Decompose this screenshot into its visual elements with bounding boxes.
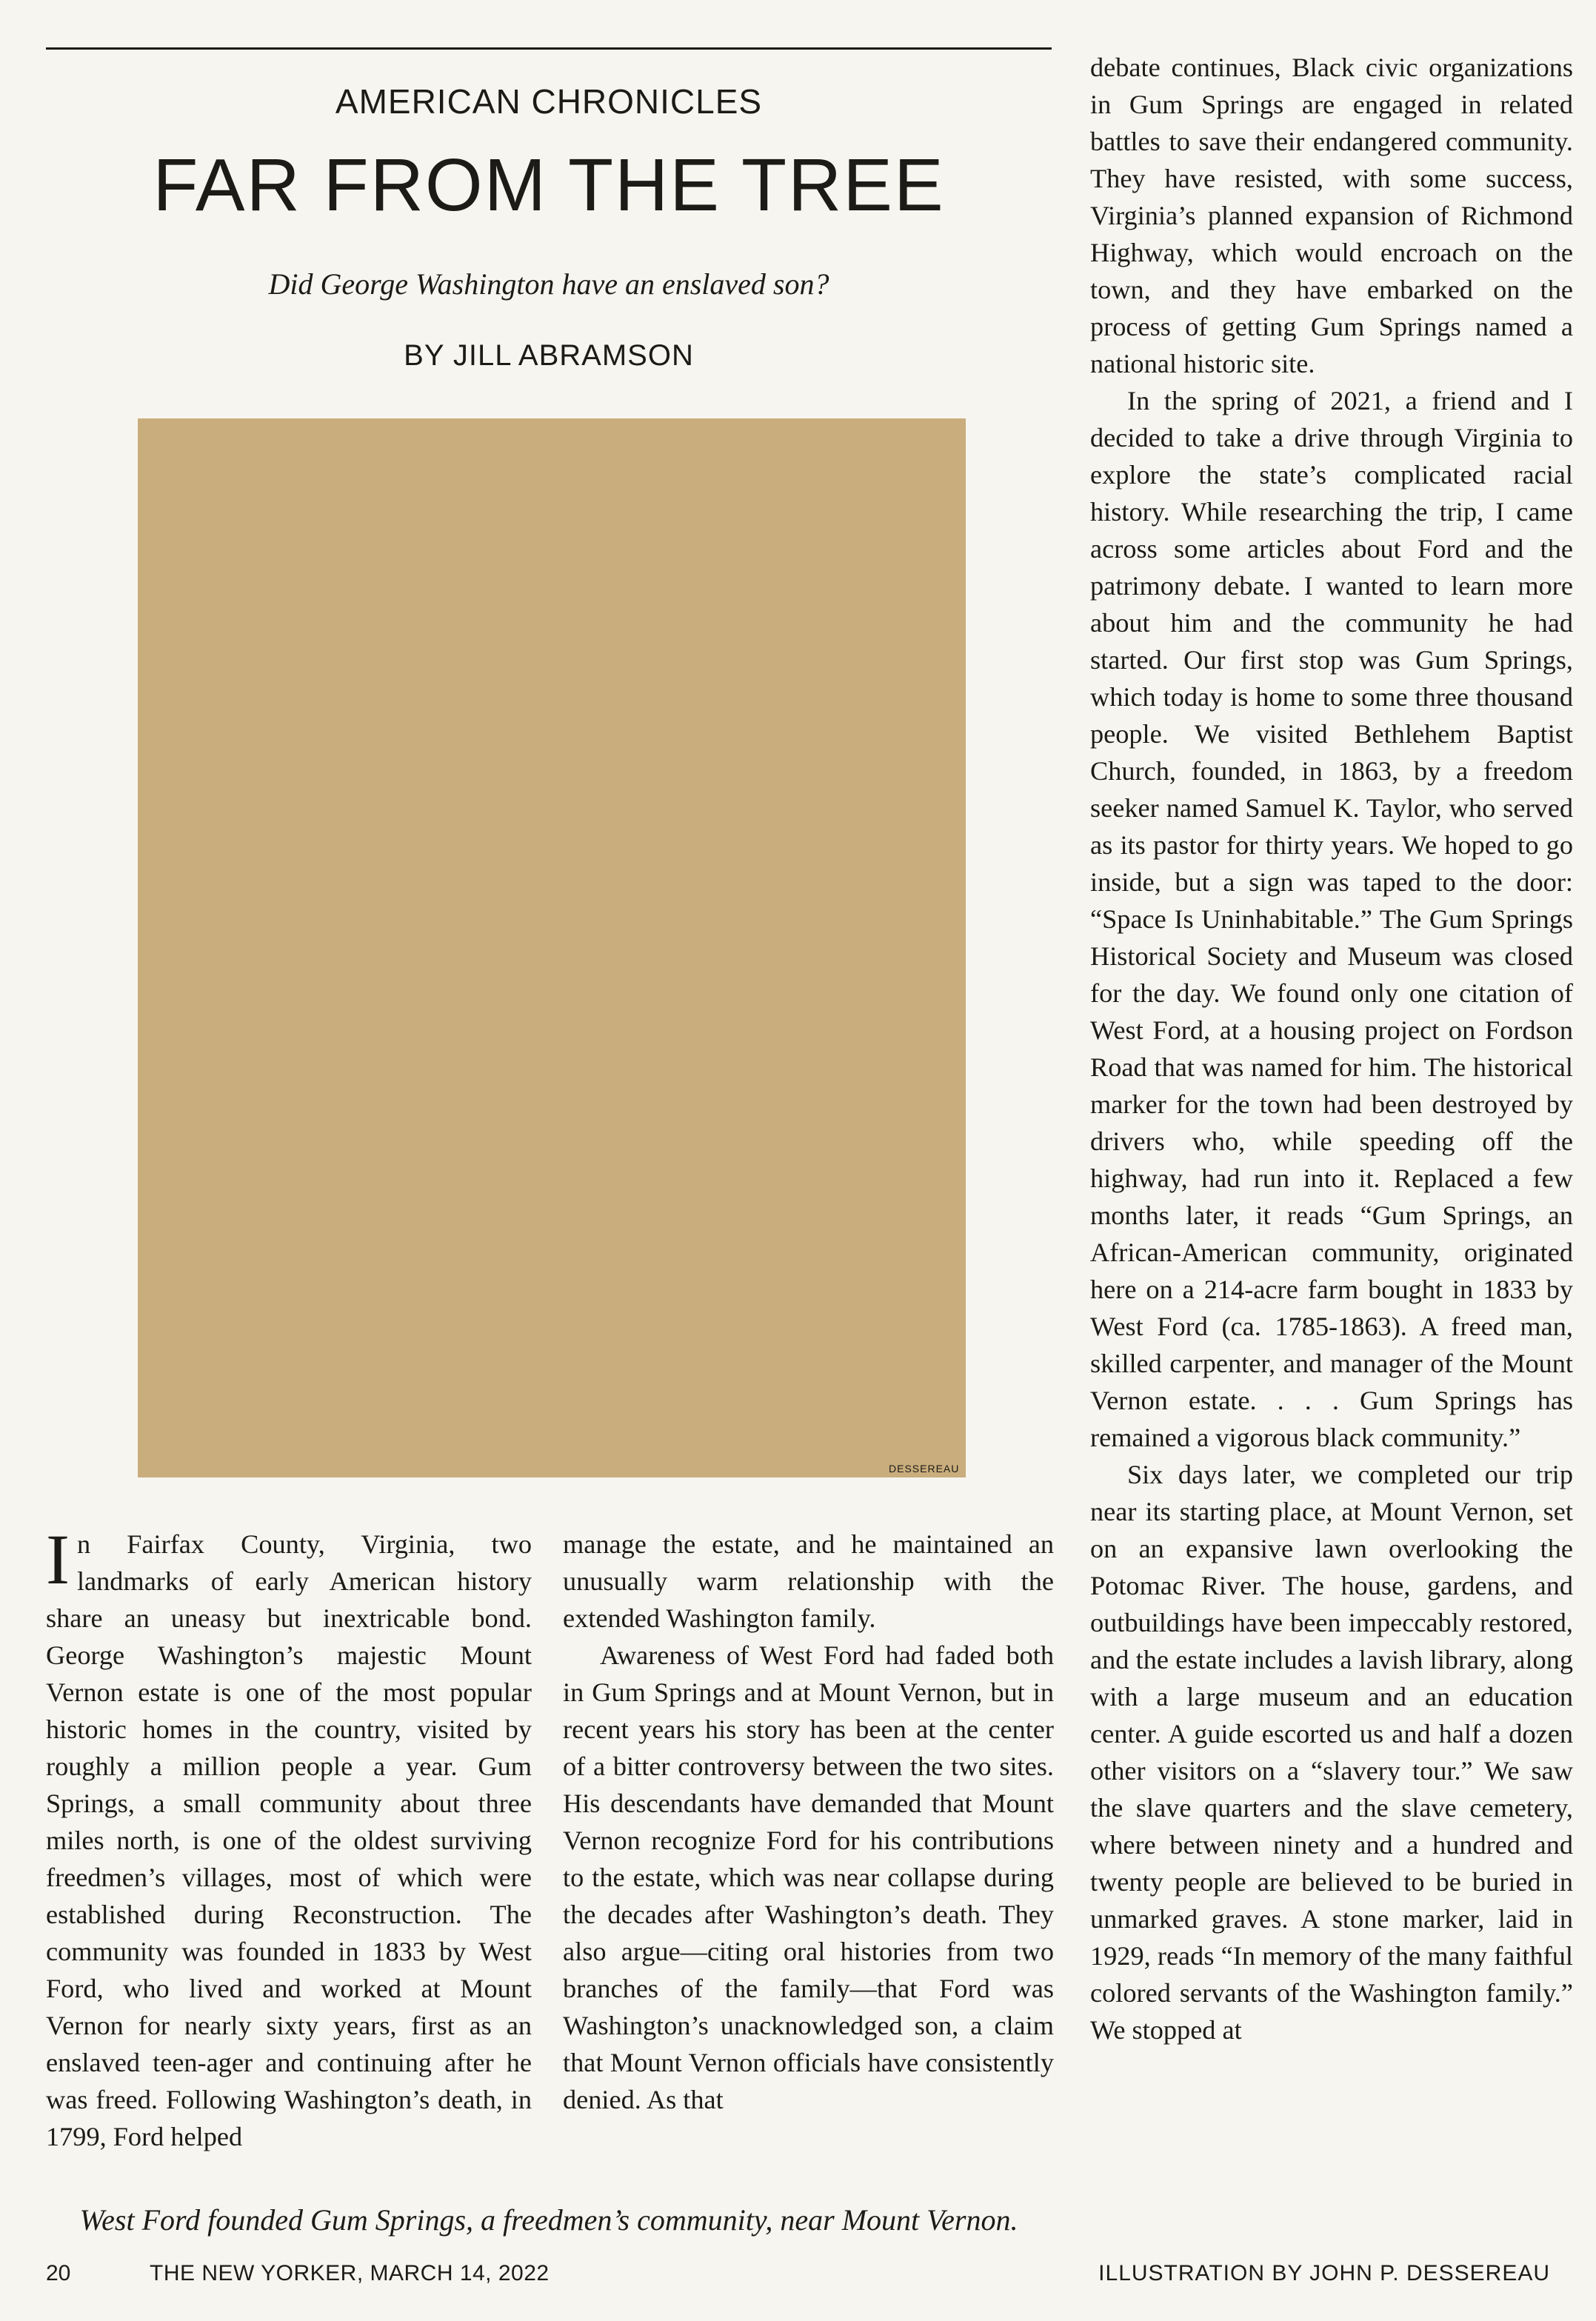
col3-paragraph-3: Six days later, we completed our trip near its starting place, at Mount Vernon, set on an expansive lawn overlooking the Potomac River. The house, gardens, and outbuildings have been impeccably restored, and the estate includes a lavish library, along with a large museum and an education center. A guide escorted us and half a dozen other visitors on a “slavery tour.” We saw the slave quarters and the slave cemetery, where between ninety and a hundred and twenty people are believed to be buried in unmarked graves. A stone marker, laid in 1929, reads “In memory of the many faithful colored servants of the Washington family.” We stopped at xyxy=(1090,1460,1573,2045)
section-rubric: AMERICAN CHRONICLES xyxy=(335,82,763,121)
article-headline: FAR FROM THE TREE xyxy=(153,144,945,227)
illustration-signature: DESSEREAU xyxy=(889,1463,960,1475)
drop-cap: I xyxy=(46,1520,70,1599)
body-column-3 xyxy=(1090,49,1573,2048)
body-column-2 xyxy=(563,1526,1054,2118)
illustration-credit: ILLUSTRATION BY JOHN P. DESSEREAU xyxy=(1098,2261,1550,2285)
col3-paragraph-2: In the spring of 2021, a friend and I decided to take a drive through Virginia to explore the state’s complicated racial history. While researching the trip, I came across some articles about Ford and the patrimony debate. I wanted to learn more about him and the community he had started. Our first stop was Gum Springs, which today is home to some three thousand people. We visited Bethlehem Baptist Church, founded, in 1863, by a freedom seeker named Samuel K. Taylor, who served as its pastor for thirty years. We hoped to go inside, but a sign was taped to the door: “Space Is Uninhabitable.” The Gum Springs Historical Society and Museum was closed for the day. We found only one citation of West Ford, at a housing project on Fordson Road that was named for him. The historical marker for the town had been destroyed by drivers who, while speeding off the highway, had run into it. Replaced a few months later, it reads “Gum Springs, an African-American community, originated here on a 214-acre farm bought in 1833 by West Ford (ca. 1785-1863). A freed man, skilled carpenter, and manager of the Mount Vernon estate. . . . Gum Springs has remained a vigorous black community.” xyxy=(1090,386,1573,1452)
body-column-1 xyxy=(46,1520,532,2155)
illustration-caption: West Ford founded Gum Springs, a freedmen’s community, near Mount Vernon. xyxy=(79,2203,1018,2237)
issue-line: THE NEW YORKER, MARCH 14, 2022 xyxy=(150,2261,550,2285)
portrait-illustration xyxy=(138,418,966,1477)
page-number: 20 xyxy=(46,2261,71,2285)
byline: BY JILL ABRAMSON xyxy=(404,339,694,372)
col2-paragraph-1: manage the estate, and he maintained an unusually warm relationship with the extended Washington family. xyxy=(563,1529,1054,1633)
col2-paragraph-2: Awareness of West Ford had faded both in Gum Springs and at Mount Vernon, but in recent years his story has been at the center of a bitter controversy between the two sites. His descendants have demanded that Mount Vernon recognize Ford for his contributions to the estate, which was near collapse during the decades after Washington’s death. They also argue—citing oral histories from two branches of the family—that Ford was Washington’s unacknowledged son, a claim that Mount Vernon officials have consistently denied. As that xyxy=(563,1640,1054,2114)
col3-paragraph-1: debate continues, Black civic organizations in Gum Springs are engaged in related battles to save their endangered community. They have resisted, with some success, Virginia’s planned expansion of Richmond Highway, which would encroach on the town, and they have embarked on the process of getting Gum Springs named a national historic site. xyxy=(1090,53,1573,378)
article-dek: Did George Washington have an enslaved son? xyxy=(268,267,829,301)
col1-paragraph: n Fairfax County, Virginia, two landmarks of early American history share an uneasy but inextricable bond. George Washington’s majestic Mount Vernon estate is one of the most popular historic homes in the country, visited by roughly a million people a year. Gum Springs, a small community about three miles north, is one of the oldest surviving freedmen’s villages, most of which were established during Reconstruction. The community was founded in 1833 by West Ford, who lived and worked at Mount Vernon for nearly sixty years, first as an enslaved teen-ager and continuing after he was freed. Following Washington’s death, in 1799, Ford helped xyxy=(46,1529,532,2151)
top-rule xyxy=(46,47,1052,50)
